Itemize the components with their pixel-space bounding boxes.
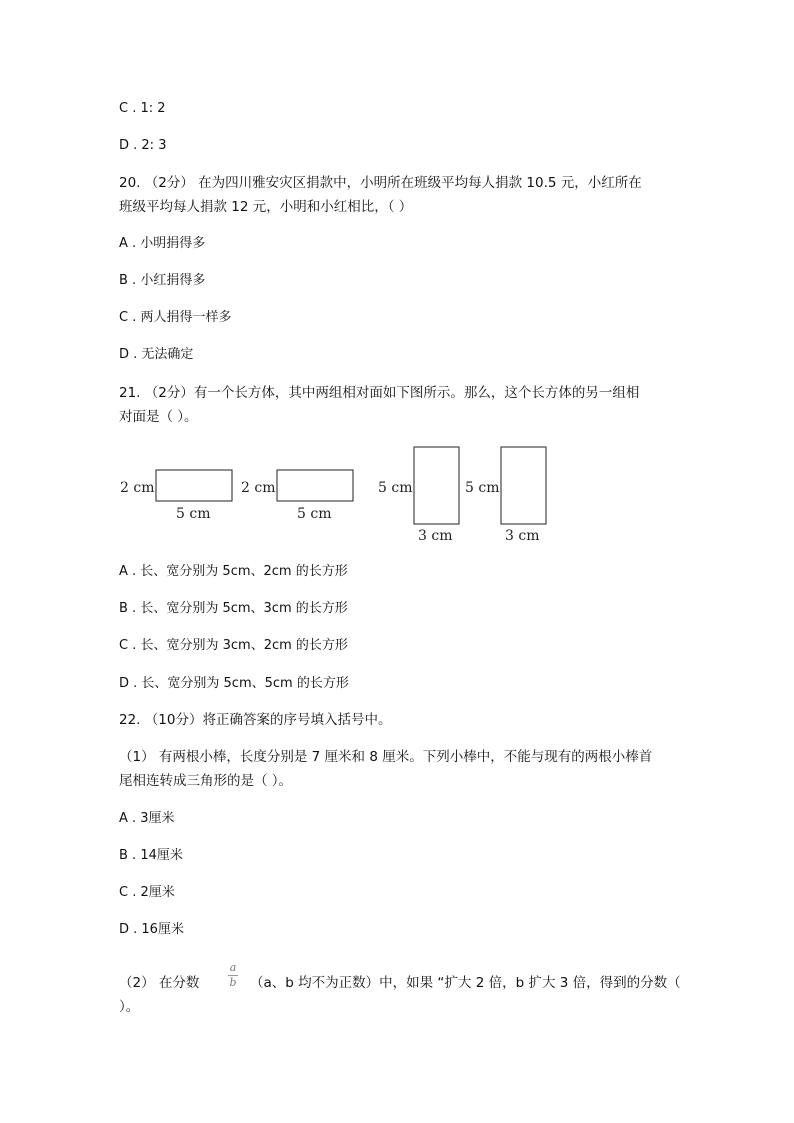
q22-1-stem-line-2: 尾相连转成三角形的是（ ）。 — [119, 773, 293, 789]
q21-option-a[interactable]: A . 长、宽分别为 5cm、2cm 的长方形 — [119, 564, 348, 579]
q21-option-b[interactable]: B . 长、宽分别为 5cm、3cm 的长方形 — [119, 601, 348, 616]
q20-option-b[interactable]: B . 小红捐得多 — [119, 273, 206, 288]
rect1-height-label: 2 cm — [120, 480, 155, 496]
q22-1-option-a[interactable]: A . 3厘米 — [119, 811, 175, 826]
q22-2-stem-line-1-part-b: （a、b 均不为正数）中，如果 “扩大 2 倍，b 扩大 3 倍，得到的分数（ — [250, 975, 681, 991]
q22-stem: 22. （10分）将正确答案的序号填入括号中。 — [119, 712, 392, 728]
q22-1-stem-line-1: （1） 有两根小棒，长度分别是 7 厘米和 8 厘米。下列小棒中，不能与现有的两根小棒首 — [119, 749, 653, 765]
q20-option-d[interactable]: D . 无法确定 — [119, 347, 194, 362]
rect4-height-label: 5 cm — [465, 480, 500, 496]
q20-stem-line-2: 班级平均每人捐款 12 元，小明和小红相比，（ ） — [119, 199, 413, 215]
rectangle-5x3-second — [465, 447, 546, 544]
rectangle-2x5-first-shape — [156, 470, 232, 501]
rect4-width-label: 3 cm — [505, 528, 540, 544]
rect1-width-label: 5 cm — [176, 506, 211, 522]
rectangles-figure — [110, 440, 570, 548]
rectangle-2x5-second-shape — [277, 470, 353, 501]
q22-1-option-c[interactable]: C . 2厘米 — [119, 885, 175, 900]
rect2-width-label: 5 cm — [297, 506, 332, 522]
rect3-width-label: 3 cm — [418, 528, 453, 544]
rect3-height-label: 5 cm — [378, 480, 413, 496]
q20-option-a[interactable]: A . 小明捐得多 — [119, 236, 206, 251]
q21-stem-line-1: 21. （2分）有一个长方体，其中两组相对面如下图所示。那么，这个长方体的另一组相 — [119, 385, 640, 401]
fraction-denominator: b — [229, 976, 237, 989]
q22-2-stem-line-2: ）。 — [119, 999, 140, 1015]
rect2-height-label: 2 cm — [241, 480, 276, 496]
rectangle-5x3-first-shape — [414, 447, 459, 524]
fraction-numerator: a — [229, 961, 237, 974]
rectangle-2x5-second — [241, 470, 353, 522]
q21-option-c[interactable]: C . 长、宽分别为 3cm、2cm 的长方形 — [119, 638, 348, 653]
q20-stem-line-1: 20. （2分） 在为四川雅安灾区捐款中，小明所在班级平均每人捐款 10.5 元，小红所在 — [119, 175, 642, 191]
q19-option-d[interactable]: D . 2: 3 — [119, 138, 167, 153]
q22-2-stem-line-1-part-a: （2） 在分数 — [119, 975, 200, 991]
q21-stem-line-2: 对面是（ ）。 — [119, 409, 198, 425]
rectangle-5x3-second-shape — [501, 447, 546, 524]
q22-1-option-b[interactable]: B . 14厘米 — [119, 848, 183, 863]
fraction-a-over-b — [227, 962, 239, 990]
rectangle-5x3-first — [378, 447, 459, 544]
q19-option-c[interactable]: C . 1: 2 — [119, 101, 166, 116]
q21-option-d[interactable]: D . 长、宽分别为 5cm、5cm 的长方形 — [119, 676, 349, 691]
rectangle-2x5-first — [120, 470, 232, 522]
q22-1-option-d[interactable]: D . 16厘米 — [119, 922, 184, 937]
q20-option-c[interactable]: C . 两人捐得一样多 — [119, 310, 232, 325]
